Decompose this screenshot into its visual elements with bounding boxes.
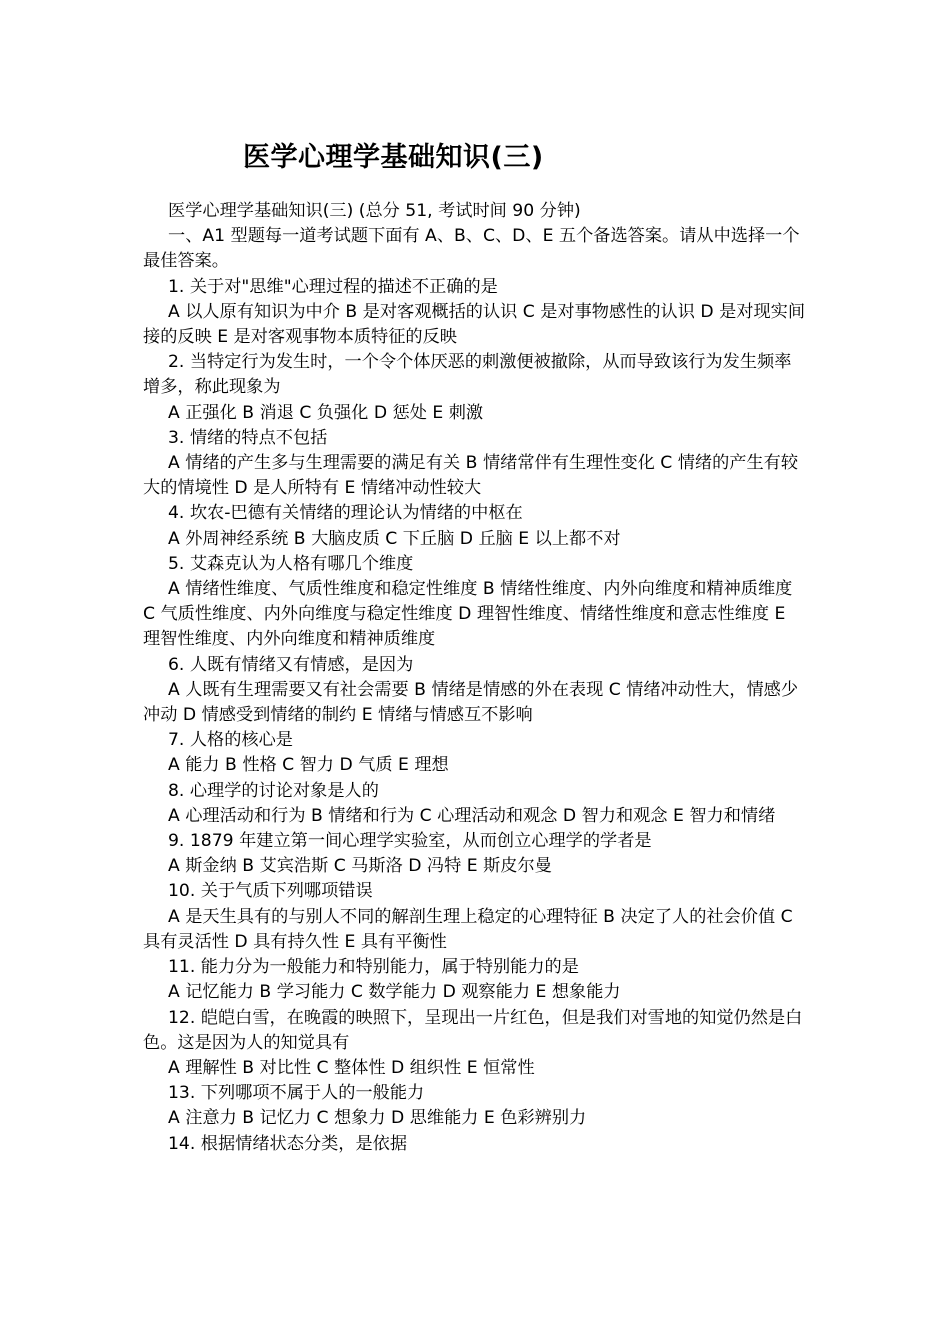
question-5: 5. 艾森克认为人格有哪几个维度	[168, 553, 414, 574]
options-7: A 能力 B 性格 C 智力 D 气质 E 理想	[168, 755, 449, 776]
options-5: A 情绪性维度、气质性维度和稳定性维度 B 情绪性维度、内外向维度和精神质维度 C 气质性维度、内外向维度与稳定性维度 D 理智性维度、情绪性维度和意志性维度 E 理智性维度、内外向维度和精神质维度	[143, 579, 793, 650]
options-3: A 情绪的产生多与生理需要的满足有关 B 情绪常伴有生理性变化 C 情绪的产生有较大的情境性 D 是人所特有 E 情绪冲动性较大	[143, 453, 799, 499]
question-2: 2. 当特定行为发生时，一个令个体厌恶的刺激便被撤除，从而导致该行为发生频率增多，称此现象为	[143, 352, 792, 398]
document-title: 医学心理学基础知识(三)	[243, 142, 544, 173]
question-4: 4. 坎农-巴德有关情绪的理论认为情绪的中枢在	[168, 503, 523, 524]
question-12: 12. 皑皑白雪，在晚霞的映照下，呈现出一片红色，但是我们对雪地的知觉仍然是白色。这是因为人的知觉具有	[143, 1007, 803, 1053]
question-10: 10. 关于气质下列哪项错误	[168, 881, 373, 902]
question-13: 13. 下列哪项不属于人的一般能力	[168, 1083, 425, 1104]
options-9: A 斯金纳 B 艾宾浩斯 C 马斯洛 D 冯特 E 斯皮尔曼	[168, 856, 552, 877]
section-instruction: 一、A1 型题每一道考试题下面有 A、B、C、D、E 五个备选答案。请从中选择一个最佳答案。	[143, 226, 800, 272]
question-9: 9. 1879 年建立第一间心理学实验室，从而创立心理学的学者是	[168, 831, 652, 852]
question-7: 7. 人格的核心是	[168, 730, 293, 751]
question-8: 8. 心理学的讨论对象是人的	[168, 780, 379, 801]
options-10: A 是天生具有的与别人不同的解剖生理上稳定的心理特征 B 决定了人的社会价值 C 具有灵活性 D 具有持久性 E 具有平衡性	[143, 906, 793, 952]
options-6: A 人既有生理需要又有社会需要 B 情绪是情感的外在表现 C 情绪冲动性大，情感少冲动 D 情感受到情绪的制约 E 情绪与情感互不影响	[143, 679, 799, 726]
question-6: 6. 人既有情绪又有情感，是因为	[168, 654, 414, 675]
document-body	[143, 199, 807, 1157]
options-4: A 外周神经系统 B 大脑皮质 C 下丘脑 D 丘脑 E 以上都不对	[168, 528, 621, 549]
question-1: 1. 关于对"思维"心理过程的描述不正确的是	[168, 276, 498, 297]
options-8: A 心理活动和行为 B 情绪和行为 C 心理活动和观念 D 智力和观念 E 智力和情绪	[168, 805, 776, 826]
options-12: A 理解性 B 对比性 C 整体性 D 组织性 E 恒常性	[168, 1057, 535, 1078]
options-13: A 注意力 B 记忆力 C 想象力 D 思维能力 E 色彩辨别力	[168, 1108, 587, 1129]
question-14: 14. 根据情绪状态分类，是依据	[168, 1133, 408, 1154]
question-11: 11. 能力分为一般能力和特别能力，属于特别能力的是	[168, 957, 579, 978]
options-11: A 记忆能力 B 学习能力 C 数学能力 D 观察能力 E 想象能力	[168, 982, 621, 1003]
options-2: A 正强化 B 消退 C 负强化 D 惩处 E 刺激	[168, 402, 484, 423]
options-1: A 以人原有知识为中介 B 是对客观概括的认识 C 是对事物感性的认识 D 是对现实间接的反映 E 是对客观事物本质特征的反映	[143, 301, 806, 348]
exam-header: 医学心理学基础知识(三) (总分 51, 考试时间 90 分钟)	[168, 201, 581, 221]
question-3: 3. 情绪的特点不包括	[168, 427, 328, 448]
